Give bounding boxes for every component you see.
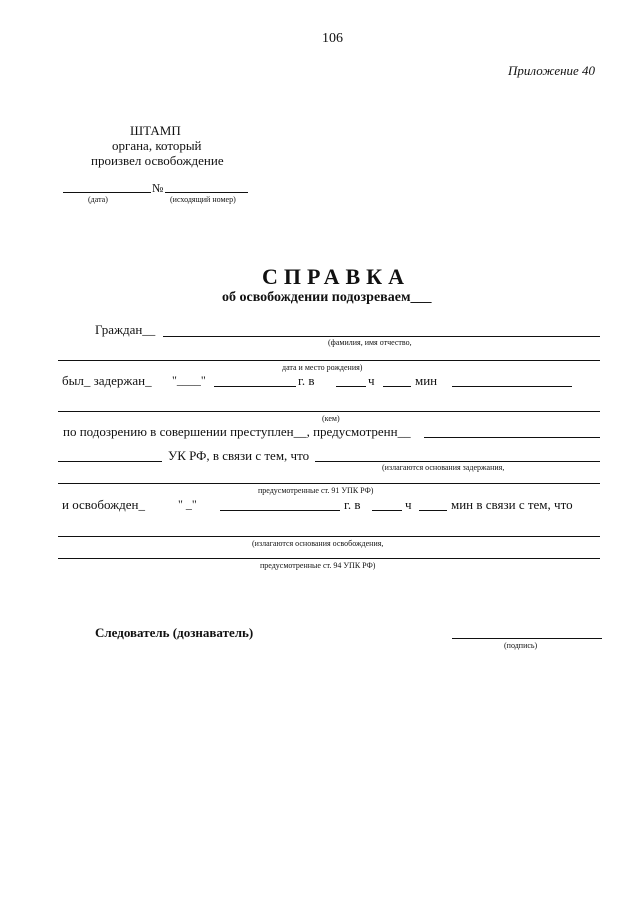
signature-caption: (подпись)	[504, 641, 538, 650]
date-line	[63, 192, 151, 193]
citizen-label: Граждан__	[95, 322, 156, 337]
detained-min-label: мин	[415, 373, 438, 388]
outgoing-number-line	[165, 192, 248, 193]
stamp-line-3: произвел освобождение	[91, 153, 224, 168]
detained-hour-label: ч	[368, 373, 375, 388]
detention-grounds-line	[315, 461, 600, 462]
released-hour-label: ч	[405, 497, 412, 512]
detained-hour-line	[336, 386, 366, 387]
grounds-release-caption: (излагаются основания освобождения,	[252, 539, 384, 548]
released-label: и освобожден_	[62, 497, 145, 512]
document-title: СПРАВКА	[262, 264, 411, 289]
grounds-detention-caption: (излагаются основания задержания,	[382, 463, 505, 472]
suspicion-text: по подозрению в совершении преступлен__, предусмотренн__	[63, 424, 411, 439]
birth-line	[58, 360, 600, 361]
released-min-line	[419, 510, 447, 511]
released-year-label: г. в	[344, 497, 361, 512]
stamp-line-2: органа, который	[112, 138, 202, 153]
release-grounds-line-2	[58, 558, 600, 559]
detained-day-quotes: "____"	[172, 373, 206, 387]
detained-year-label: г. в	[298, 373, 315, 388]
release-grounds-line	[58, 536, 600, 537]
released-hour-line	[372, 510, 402, 511]
detained-month-line	[214, 386, 296, 387]
released-day-quotes: " _"	[178, 497, 197, 511]
uk-article-line	[58, 461, 162, 462]
citizen-name-line	[163, 336, 600, 337]
uk-text: УК РФ, в связи с тем, что	[168, 448, 310, 463]
art94-caption: предусмотренные ст. 94 УПК РФ)	[260, 561, 376, 570]
investigator-label: Следователь (дознаватель)	[95, 625, 254, 640]
date-caption: (дата)	[88, 195, 108, 204]
outgoing-number-caption: (исходящий номер)	[170, 195, 236, 204]
by-whom-line	[58, 411, 600, 412]
number-sign: №	[152, 181, 164, 195]
detained-min-line	[383, 386, 411, 387]
suspicion-article-line	[424, 437, 600, 438]
appendix-label: Приложение 40	[508, 63, 596, 78]
name-caption: (фамилия, имя отчество,	[328, 338, 412, 347]
detained-label: был_ задержан_	[62, 373, 152, 388]
art91-caption: предусмотренные ст. 91 УПК РФ)	[258, 486, 374, 495]
stamp-heading: ШТАМП	[130, 123, 181, 138]
signature-line	[452, 638, 602, 639]
released-min-reason: мин в связи с тем, что	[451, 497, 573, 512]
detained-extra-line	[452, 386, 572, 387]
document-subtitle: об освобождении подозреваем___	[222, 290, 432, 305]
page-number: 106	[322, 31, 343, 46]
released-month-line	[220, 510, 340, 511]
detention-grounds-line-2	[58, 483, 600, 484]
birth-caption: дата и место рождения)	[282, 363, 363, 372]
by-whom-caption: (кем)	[322, 414, 340, 423]
